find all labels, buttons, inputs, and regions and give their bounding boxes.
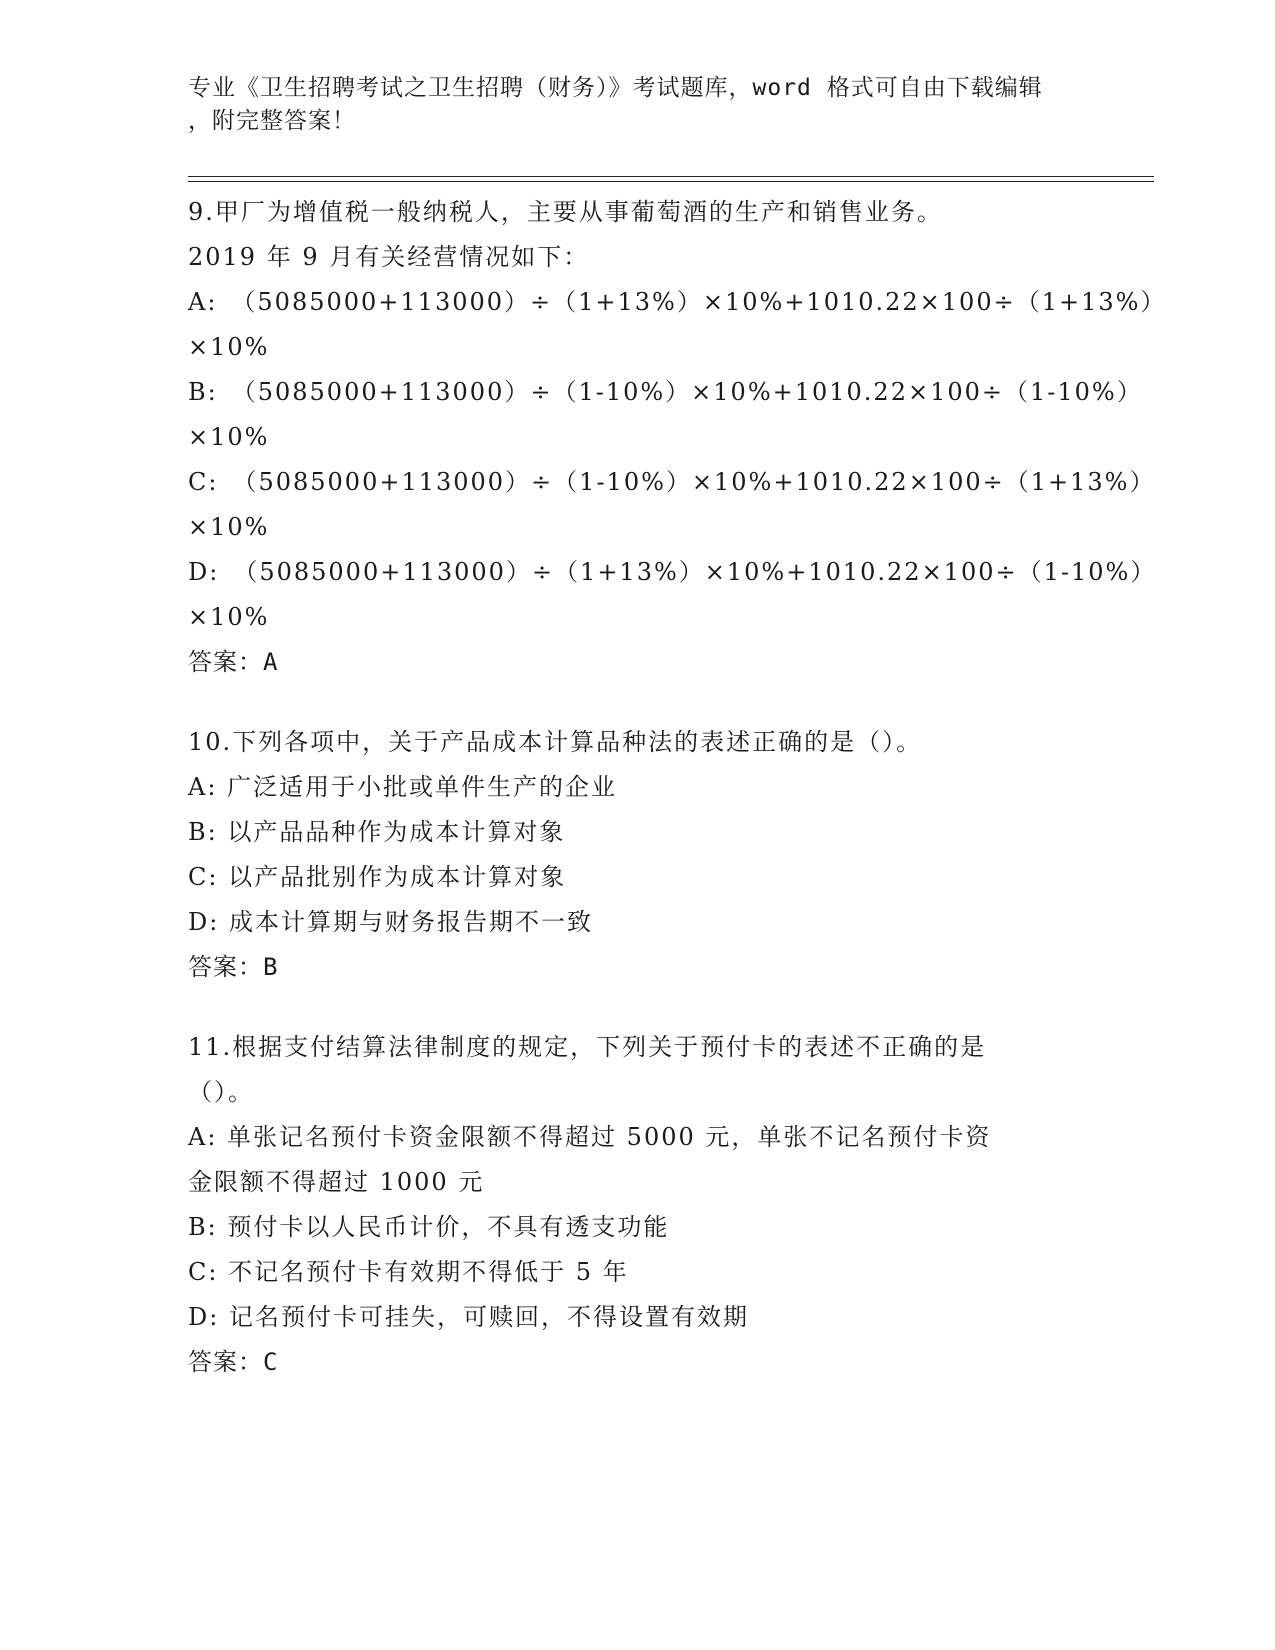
document-header: [188, 72, 1068, 138]
option-a: A: （5085000+113000）÷（1+13%）×10%+1010.22×100÷（1+13%）: [188, 288, 1167, 316]
question-stem: 2019 年 9 月有关经营情况如下：: [188, 243, 590, 271]
option-b: B: （5085000+113000）÷（1-10%）×10%+1010.22×100÷（1-10%）: [188, 378, 1143, 406]
option-c: C: 不记名预付卡有效期不得低于 5 年: [188, 1258, 629, 1286]
option-d-continued: ×10%: [188, 603, 270, 631]
question-block: [188, 190, 1167, 685]
option-a: A: 单张记名预付卡资金限额不得超过 5000 元，单张不记名预付卡资: [188, 1123, 992, 1151]
question-list: [188, 190, 1167, 1385]
question-stem: 11.根据支付结算法律制度的规定，下列关于预付卡的表述不正确的是: [188, 1033, 987, 1061]
option-b: B: 以产品品种作为成本计算对象: [188, 818, 566, 846]
option-d: D: 记名预付卡可挂失，可赎回，不得设置有效期: [188, 1303, 749, 1331]
header-divider-top: [188, 176, 1154, 177]
option-c: C: 以产品批别作为成本计算对象: [188, 863, 567, 891]
option-d: D: （5085000+113000）÷（1+13%）×10%+1010.22×100÷（1-10%）: [188, 558, 1157, 586]
option-b-continued: ×10%: [188, 423, 270, 451]
option-b: B: 预付卡以人民币计价，不具有透支功能: [188, 1213, 670, 1241]
question-block: [188, 720, 1088, 990]
header-line-2: ，附完整答案！: [188, 108, 356, 134]
option-c-continued: ×10%: [188, 513, 270, 541]
question-stem-continued: （）。: [188, 1078, 254, 1106]
option-a-continued: 金限额不得超过 1000 元: [188, 1168, 485, 1196]
option-d: D: 成本计算期与财务报告期不一致: [188, 908, 593, 936]
answer-line: 答案：B: [188, 953, 279, 981]
option-c: C: （5085000+113000）÷（1-10%）×10%+1010.22×100÷（1+13%）: [188, 468, 1156, 496]
answer-line: 答案：A: [188, 648, 279, 676]
question-stem: 9.甲厂为增值税一般纳税人，主要从事葡萄酒的生产和销售业务。: [188, 198, 943, 226]
option-a: A: 广泛适用于小批或单件生产的企业: [188, 773, 618, 801]
question-stem: 10.下列各项中，关于产品成本计算品种法的表述正确的是（）。: [188, 728, 923, 756]
answer-line: 答案：C: [188, 1348, 279, 1376]
header-line-1: 专业《卫生招聘考试之卫生招聘（财务）》考试题库，word 格式可自由下载编辑: [188, 75, 1043, 101]
header-divider-bottom: [188, 181, 1154, 182]
question-block: [188, 1025, 1088, 1385]
option-a-continued: ×10%: [188, 333, 270, 361]
